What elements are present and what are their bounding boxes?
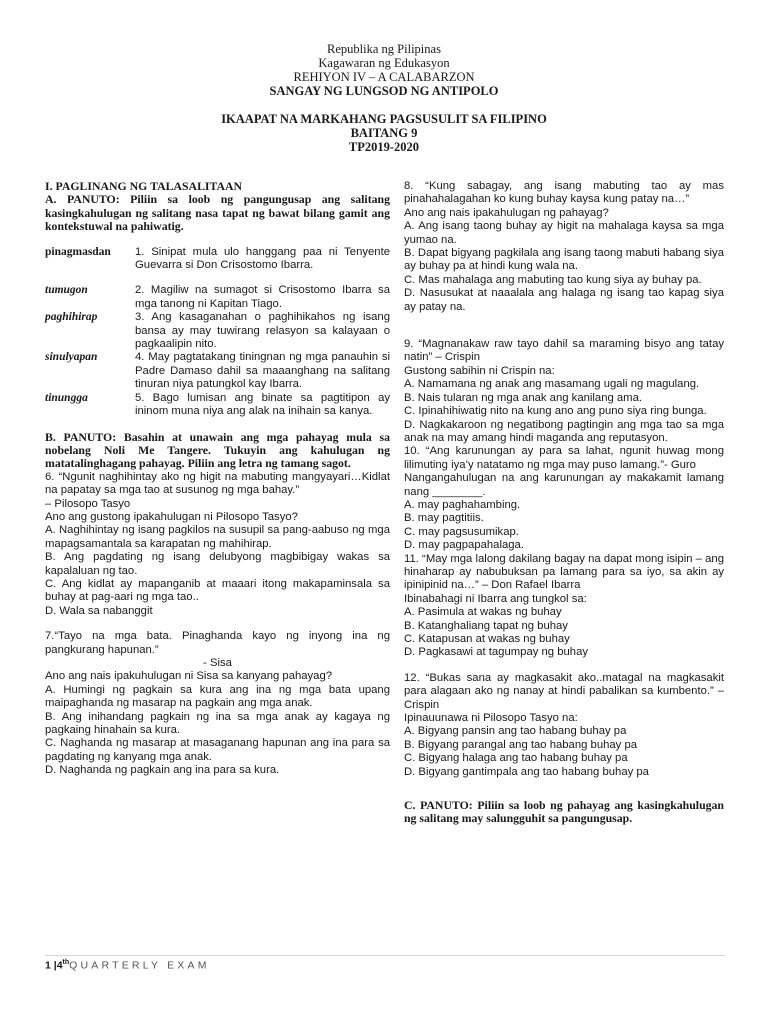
choice-a: A. Bigyang pansin ang tao habang buhay pa bbox=[404, 725, 627, 738]
left-column bbox=[45, 180, 390, 778]
footer-separator: | bbox=[50, 959, 57, 972]
question-8 bbox=[404, 180, 724, 314]
question-prompt: Ipinauunawa ni Pilosopo Tasyo na: bbox=[404, 712, 578, 725]
question-prompt: Ano ang nais ipakahulugan ng pahayag? bbox=[404, 206, 609, 219]
question-prompt: Ano ang nais ipakuhulugan ni Sisa sa kanyang pahayag? bbox=[45, 670, 333, 683]
choice-c: C. Ipinahihiwatig nito na kung ano ang puno siya ring bunga. bbox=[404, 405, 707, 418]
question-12 bbox=[404, 672, 724, 779]
question-stem: 10. “Ang karunungan ay para sa lahat, ngunit huwag mong lilimuting iya’y natatamo ng mga may puso lamang.”- Guro bbox=[404, 445, 724, 471]
choice-a: A. Naghihintay ng isang pagkilos na susupil sa pang-aabuso ng mga mapagsamantala sa karapatan ng mahihirap. bbox=[45, 524, 390, 550]
choice-c: C. Bigyang halaga ang tao habang buhay pa bbox=[404, 752, 628, 765]
vocab-term: pinagmasdan bbox=[45, 245, 111, 258]
vocab-sentence: 5. Bago lumisan ang binate sa pagtitipon ay ininom muna niya ang alak na inihain sa kanya. bbox=[135, 391, 390, 418]
question-stem: 8. “Kung sabagay, ang isang mabuting tao ay mas pinahahalagahan ko kung buhay kaysa kung patay na…” bbox=[404, 180, 724, 206]
choice-a: A. Pasimula at wakas ng buhay bbox=[404, 606, 562, 619]
question-stem: 9. “Magnanakaw raw tayo dahil sa maraming bisyo ang tatay natin” – Crispin bbox=[404, 338, 724, 364]
right-column bbox=[404, 180, 724, 826]
choice-d: D. Bigyang gantimpala ang tao habang buhay pa bbox=[404, 765, 649, 778]
vocab-item bbox=[45, 311, 390, 351]
choice-a: A. Namamana ng anak ang masamang ugali ng magulang. bbox=[404, 378, 700, 391]
choice-c: C. Naghanda ng masarap at masaganang hapunan ang ina para sa pagdating ng kanyang mga anak. bbox=[45, 737, 390, 763]
choice-d: D. Pagkasawi at tagumpay ng buhay bbox=[404, 646, 588, 659]
choice-a: A. may paghahambing. bbox=[404, 498, 521, 511]
choice-d: D. Wala sa nabanggit bbox=[45, 604, 153, 617]
vocab-term: tumugon bbox=[45, 284, 88, 297]
question-stem: 7.“Tayo na mga bata. Pinaghanda kayo ng inyong ina ng pangkurang hapunan.” bbox=[45, 630, 390, 656]
question-stem: 12. “Bukas sana ay magkasakit ako..matagal na magkasakit para alagaan ako ng nanay at hindi pabalikan sa kumbento.” – Crispin bbox=[404, 671, 724, 711]
choice-a: A. Humingi ng pagkain sa kura ang ina ng mga bata upang maipaghanda ng masarap na pagkain ang mga anak. bbox=[45, 683, 390, 710]
grade-level: BAITANG 9 bbox=[350, 126, 418, 140]
choice-c: C. Katapusan at wakas ng buhay bbox=[404, 633, 570, 645]
vocab-term: paghihirap bbox=[45, 311, 98, 324]
choice-b: B. Ang pagdating ng isang delubyong magbibigay wakas sa kapalaluan ng tao. bbox=[45, 551, 390, 577]
panuto-c: C. PANUTO: Piliin sa loob ng pahayag ang kasingkahulugan ng salitang may salungguhit sa pangungusap. bbox=[404, 798, 724, 826]
question-7 bbox=[45, 630, 390, 777]
header-department: Kagawaran ng Edukasyon bbox=[318, 56, 450, 70]
choice-b: B. Katanghaliang tapat ng buhay bbox=[404, 619, 568, 632]
panuto-a: A. PANUTO: Piliin sa loob ng pangungusap ang salitang kasingkahulugan ng salitang nasa tapat ng bawat bilang gamit ang kontekstuwal na pahiwatig. bbox=[45, 192, 390, 234]
footer-label: QUARTERLY EXAM bbox=[69, 959, 210, 972]
page-footer bbox=[45, 955, 725, 972]
vocab-term: sinulyapan bbox=[45, 351, 98, 364]
page-number: 1 bbox=[45, 959, 51, 972]
vocab-sentence: 2. Magiliw na sumagot si Crisostomo Ibarra sa mga tanong ni Kapitan Tiago. bbox=[135, 284, 390, 310]
choice-a: A. Ang isang taong buhay ay higit na mahalaga kaysa sa mga yumao na. bbox=[404, 220, 724, 246]
footer-ordinal: 4 bbox=[56, 959, 63, 972]
choice-d: D. Nasusukat at naaalala ang halaga ng isang tao kapag siya ay patay na. bbox=[404, 287, 724, 313]
vocab-item bbox=[45, 246, 390, 273]
choice-b: B. Dapat bigyang pagkilala ang isang taong mabuti habang siya ay buhay pa at hindi kung wala na. bbox=[404, 247, 724, 273]
choice-c: C. Mas mahalaga ang mabuting tao kung siya ay buhay pa. bbox=[404, 273, 702, 286]
choice-b: B. may pagtitiis. bbox=[404, 512, 484, 525]
question-6 bbox=[45, 471, 390, 618]
choice-c: C. Ang kidlat ay mapanganib at maaari itong makapaminsala sa buhay at pag-aari ng mga tao.. bbox=[45, 577, 390, 604]
exam-title: IKAAPAT NA MARKAHANG PAGSUSULIT SA FILIPINO bbox=[221, 112, 547, 126]
question-prompt: Ibinabahagi ni Ibarra ang tungkol sa: bbox=[404, 592, 587, 605]
header-republic: Republika ng Pilipinas bbox=[327, 42, 441, 56]
vocab-item bbox=[45, 392, 390, 419]
footer-ordinal-suffix: th bbox=[62, 959, 70, 966]
vocab-term: tinungga bbox=[45, 391, 88, 404]
question-11 bbox=[404, 553, 724, 660]
question-speaker: - Sisa bbox=[203, 657, 232, 669]
header-region: REHIYON IV – A CALABARZON bbox=[293, 70, 475, 84]
choice-b: B. Nais tularan ng mga anak ang kanilang ama. bbox=[404, 391, 643, 404]
vocab-sentence: 3. Ang kasaganahan o paghihikahos ng isang bansa ay may tuwirang relasyon sa kalayaan o pagkaalipin nito. bbox=[135, 311, 390, 351]
document-header bbox=[0, 42, 768, 154]
question-prompt: Ano ang gustong ipakahulugan ni Pilosopo Tasyo? bbox=[45, 510, 298, 523]
choice-c: C. may pagsusumikap. bbox=[404, 525, 519, 538]
question-9 bbox=[404, 338, 724, 445]
question-stem: 11. “May mga lalong dakilang bagay na dapat mong isipin – ang hinaharap ay nabubuksan pa lamang para sa iyo, sa akin ay ipinipinid na…” – Don Rafael Ibarra bbox=[404, 552, 724, 592]
section-title: I. PAGLINANG NG TALASALITAAN bbox=[45, 179, 243, 193]
school-year: TP2019-2020 bbox=[348, 140, 420, 154]
choice-d: D. may pagpapahalaga. bbox=[404, 539, 524, 552]
choice-d: D. Nagkakaroon ng negatibong pagtingin ang mga tao sa mga anak na may amang hindi maganda ang reputasyon. bbox=[404, 418, 724, 444]
choice-b: B. Bigyang parangal ang tao habang buhay pa bbox=[404, 738, 638, 751]
choice-b: B. Ang inihandang pagkain ng ina sa mga anak ay kagaya ng pagkaing hinahain sa kura. bbox=[45, 710, 390, 737]
question-prompt: Gustong sabihin ni Crispin na: bbox=[404, 364, 555, 377]
panuto-b: B. PANUTO: Basahin at unawain ang mga pahayag mula sa nobelang Noli Me Tangere. Tukuyin ang kahulugan ng matatalinghagang pahayag. Piliin ang letra ng tamang sagot. bbox=[45, 429, 390, 471]
question-speaker: – Pilosopo Tasyo bbox=[45, 497, 131, 510]
question-10 bbox=[404, 445, 724, 552]
header-division: SANGAY NG LUNGSOD NG ANTIPOLO bbox=[269, 84, 499, 98]
choice-d: D. Naghanda ng pagkain ang ina para sa kura. bbox=[45, 764, 280, 777]
question-stem: 6. “Ngunit naghihintay ako ng higit na mabuting mangyayari…Kidlat na papatay sa mga tao at susunog ng mga bahay.” bbox=[45, 470, 390, 497]
vocab-item bbox=[45, 351, 390, 391]
vocab-item bbox=[45, 284, 390, 311]
vocab-sentence: 1. Sinipat mula ulo hanggang paa ni Tenyente Guevarra si Don Crisostomo Ibarra. bbox=[135, 245, 390, 272]
vocab-sentence: 4. May pagtatakang tiningnan ng mga panauhin si Padre Damaso dahil sa maaanghang na salitang tinuran niya patungkol kay Ibarra. bbox=[135, 351, 390, 391]
question-prompt: Nangangahulugan na ang karunungan ay makakamit lamang nang ________. bbox=[404, 472, 724, 498]
